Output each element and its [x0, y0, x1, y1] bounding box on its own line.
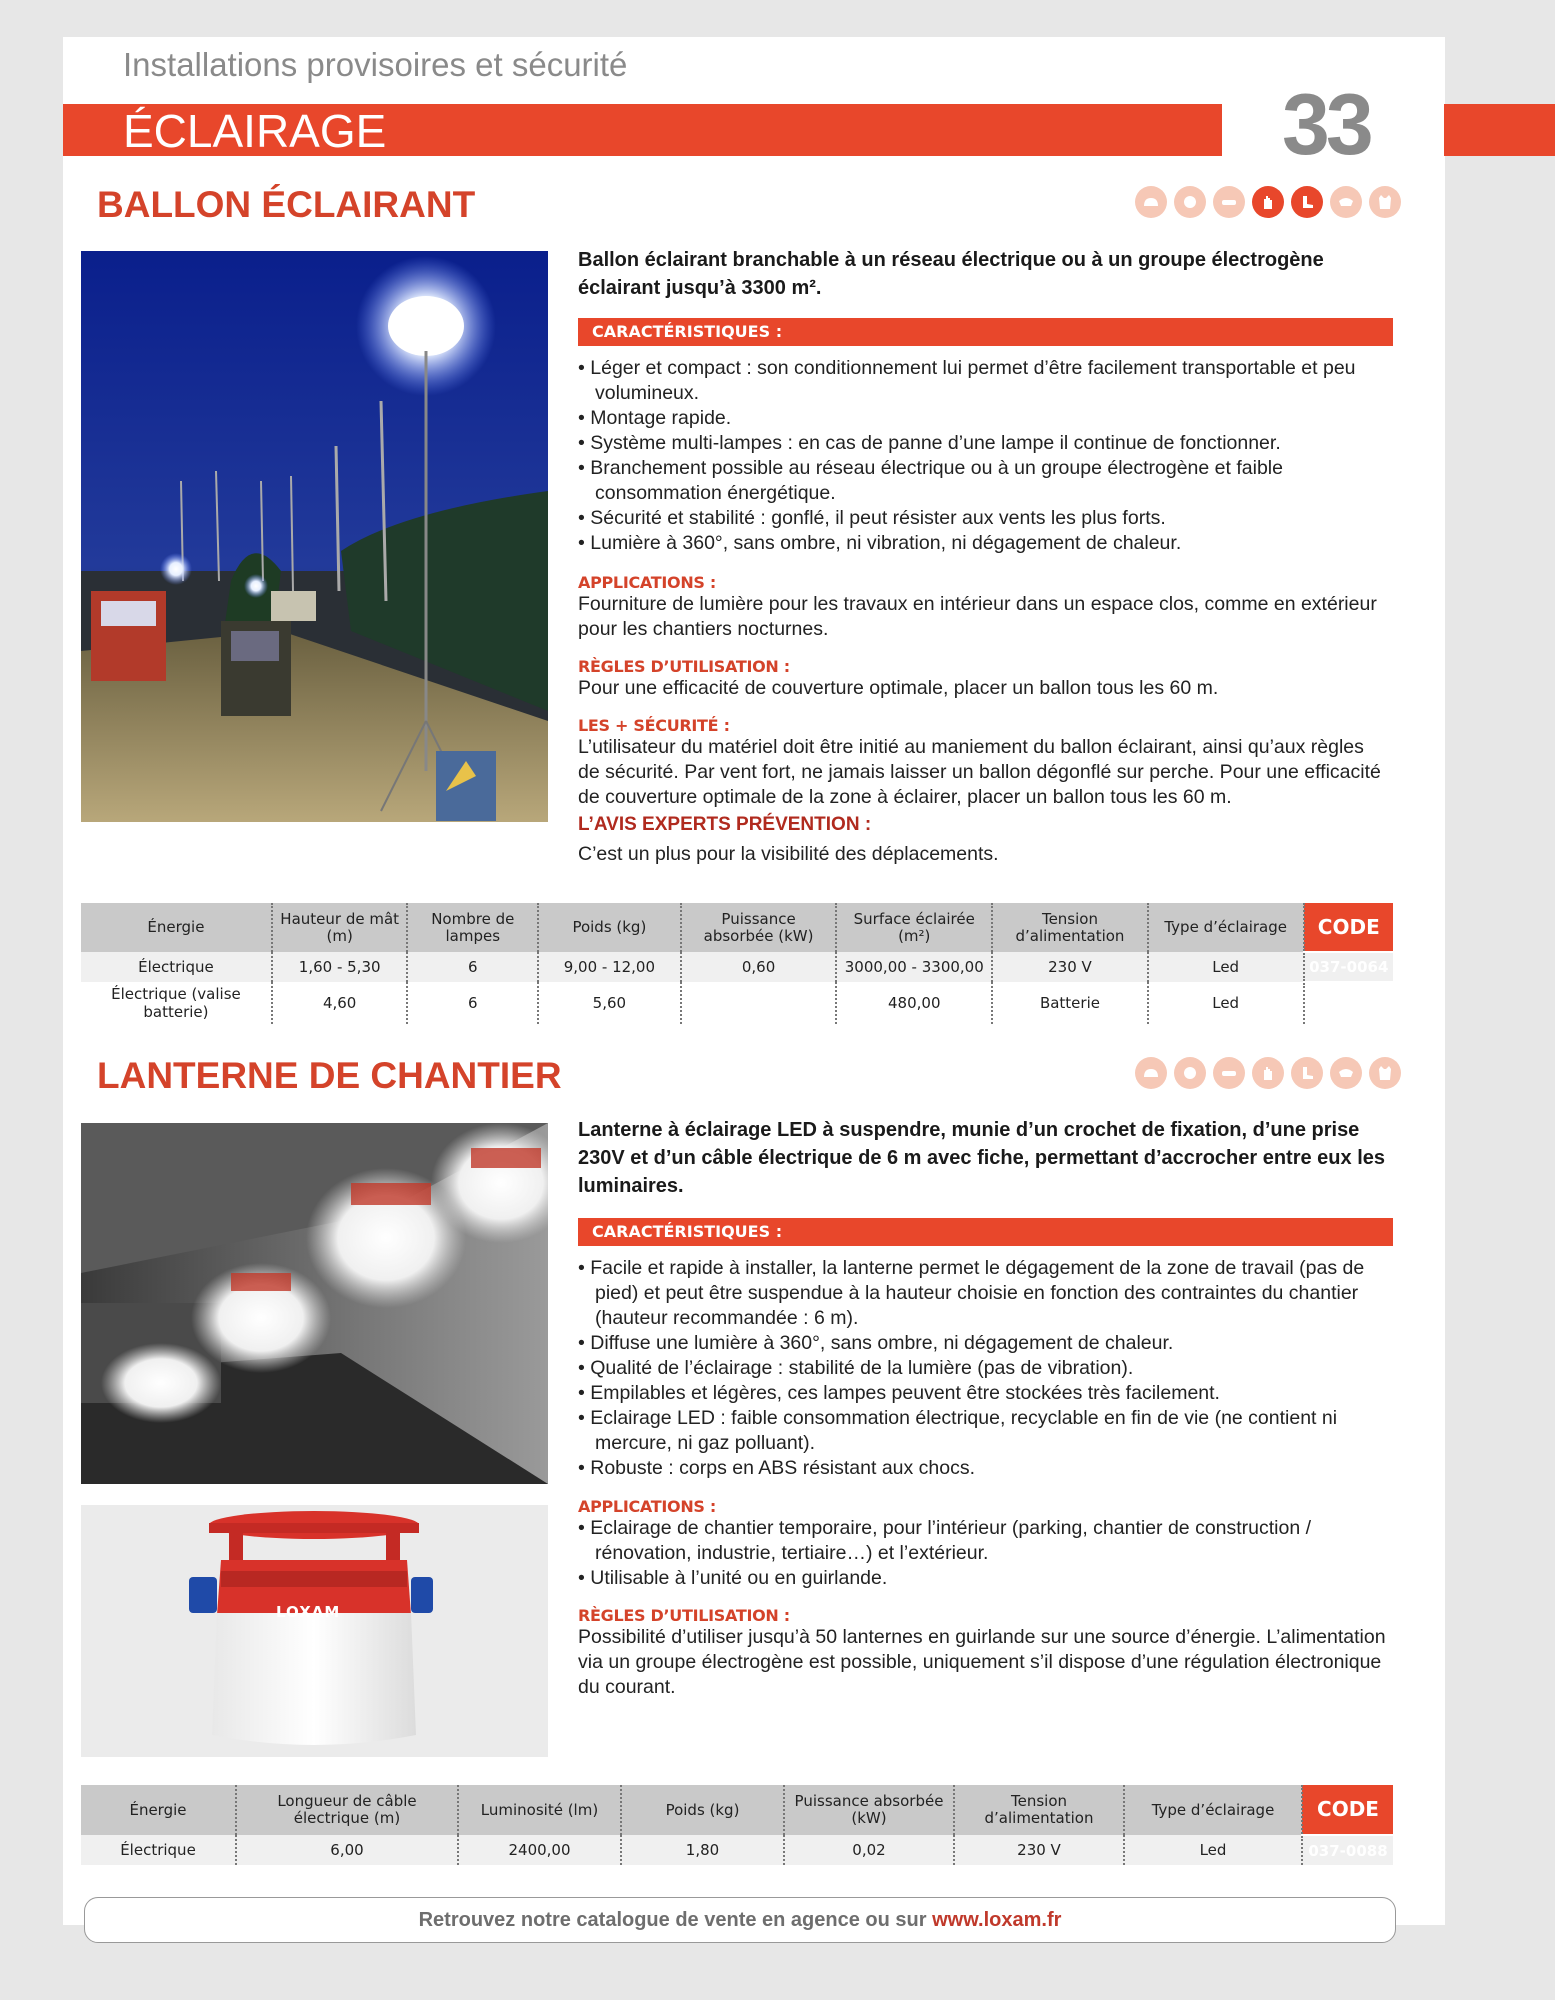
list-item: • Qualité de l’éclairage : stabilité de la lumière (pas de vibration). — [578, 1356, 1393, 1381]
product-code: 037-0064 — [1304, 952, 1393, 982]
table-row — [81, 982, 1393, 1024]
list-item: • Branchement possible au réseau électrique ou à un groupe électrogène et faible consommation énergétique. — [578, 456, 1393, 506]
applications-heading: APPLICATIONS : — [578, 573, 717, 592]
table-row — [81, 952, 1393, 982]
table-cell: 6 — [407, 982, 538, 1024]
table-cell: 3000,00 - 3300,00 — [836, 952, 992, 982]
table-header: Type d’éclairage — [1148, 903, 1304, 952]
section-band-right — [1444, 104, 1555, 156]
table-cell: Électrique — [81, 1835, 236, 1865]
applications-text: Fourniture de lumière pour les travaux en intérieur dans un espace clos, comme en extérieur pour les chantiers nocturnes. — [578, 593, 1377, 640]
mask-icon — [1330, 1057, 1362, 1089]
table-header: Longueur de câble électrique (m) — [236, 1785, 458, 1835]
ballon-features-bar: CARACTÉRISTIQUES : — [578, 318, 1393, 346]
hard-hat-icon — [1135, 186, 1167, 218]
table-cell: Électrique — [81, 952, 272, 982]
rules-text: Possibilité d’utiliser jusqu’à 50 lanternes en guirlande sur une source d’énergie. L’alimentation via un groupe électrogène est possible, uniquement s’il dispose d’une régulation électronique du courant. — [578, 1626, 1386, 1698]
table-header-code: CODE — [1302, 1785, 1393, 1835]
safety-text: L’utilisateur du matériel doit être initié au maniement du ballon éclairant, ainsi qu’aux règles de sécurité. Par vent fort, ne jamais laisser un ballon dégonflé sur perche. Pour une efficacité de couverture optimale de la zone à éclairer, placer un ballon tous les 60 m. — [578, 736, 1381, 808]
table-header: Tension d’alimentation — [954, 1785, 1124, 1835]
applications-heading: APPLICATIONS : — [578, 1497, 717, 1516]
table-header: Nombre de lampes — [407, 903, 538, 952]
table-cell: 2400,00 — [458, 1835, 621, 1865]
table-header: Puissance absorbée (kW) — [784, 1785, 954, 1835]
table-cell: Batterie — [992, 982, 1148, 1024]
lanterne-spec-table — [81, 1785, 1393, 1865]
table-cell — [681, 982, 837, 1024]
list-item: • Empilables et légères, ces lampes peuvent être stockées très facilement. — [578, 1381, 1393, 1406]
product-title-lanterne: LANTERNE DE CHANTIER — [97, 1055, 562, 1096]
rules-heading: RÈGLES D’UTILISATION : — [578, 657, 790, 676]
lanterne-description: Lanterne à éclairage LED à suspendre, munie d’un crochet de fixation, d’une prise 230V et d’un câble électrique de 6 m avec fiche, permettant d’accrocher entre eux les luminaires. — [578, 1119, 1386, 1197]
goggles-icon — [1213, 186, 1245, 218]
table-cell: 230 V — [954, 1835, 1124, 1865]
table-cell: 4,60 — [272, 982, 408, 1024]
table-cell: 6 — [407, 952, 538, 982]
table-cell: Led — [1148, 982, 1304, 1024]
table-header-code: CODE — [1304, 903, 1393, 952]
table-row — [81, 1835, 1393, 1865]
table-cell: 1,60 - 5,30 — [272, 952, 408, 982]
applications-list — [578, 1516, 1393, 1591]
ear-protection-icon — [1174, 1057, 1206, 1089]
lanterne-details — [578, 1497, 1393, 1700]
list-item: • Diffuse une lumière à 360°, sans ombre, ni dégagement de chaleur. — [578, 1331, 1393, 1356]
mask-icon — [1330, 186, 1362, 218]
table-header: Surface éclairée (m²) — [836, 903, 992, 952]
ballon-details — [578, 573, 1388, 867]
table-header: Puissance absorbée (kW) — [681, 903, 837, 952]
footer-text: Retrouvez notre catalogue de vente en agence ou sur — [418, 1909, 927, 1931]
rules-text: Pour une efficacité de couverture optimale, placer un ballon tous les 60 m. — [578, 677, 1219, 699]
table-cell: Électrique (valise batterie) — [81, 982, 272, 1024]
table-cell: 5,60 — [538, 982, 681, 1024]
list-item: • Léger et compact : son conditionnement lui permet d’être facilement transportable et peu volumineux. — [578, 356, 1393, 406]
table-header: Type d’éclairage — [1124, 1785, 1302, 1835]
ballon-description: Ballon éclairant branchable à un réseau électrique ou à un groupe électrogène éclairant jusqu’à 3300 m². — [578, 249, 1324, 299]
expert-text: C’est un plus pour la visibilité des déplacements. — [578, 843, 999, 865]
ballon-spec-table — [81, 903, 1393, 1024]
list-item: • Système multi-lampes : en cas de panne d’une lampe il continue de fonctionner. — [578, 431, 1393, 456]
rules-heading: RÈGLES D’UTILISATION : — [578, 1606, 790, 1625]
table-cell: 9,00 - 12,00 — [538, 952, 681, 982]
lanterne-features-list — [578, 1256, 1393, 1481]
table-cell: Led — [1148, 952, 1304, 982]
table-cell: Led — [1124, 1835, 1302, 1865]
ppe-icons-lanterne — [1135, 1057, 1401, 1089]
list-item: • Facile et rapide à installer, la lanterne permet le dégagement de la zone de travail (pas de pied) et peut être suspendue à la hauteur choisie en fonction des contraintes du chantier (hauteur recommandée : 6 m). — [578, 1256, 1393, 1331]
section-title: ÉCLAIRAGE — [123, 105, 387, 157]
table-header: Hauteur de mât (m) — [272, 903, 408, 952]
website-link[interactable]: www.loxam.fr — [932, 1909, 1062, 1931]
table-cell: 480,00 — [836, 982, 992, 1024]
ppe-icons-ballon — [1135, 186, 1401, 218]
list-item: • Eclairage de chantier temporaire, pour l’intérieur (parking, chantier de construction / rénovation, industrie, tertiaire…) et l’extérieur. — [578, 1516, 1393, 1566]
expert-heading: L’AVIS EXPERTS PRÉVENTION : — [578, 814, 872, 835]
lamp-brand-label: LOXAM — [276, 1603, 341, 1621]
safety-heading: LES + SÉCURITÉ : — [578, 716, 730, 735]
goggles-icon — [1213, 1057, 1245, 1089]
footer-banner — [84, 1897, 1396, 1943]
list-item: • Sécurité et stabilité : gonflé, il peut résister aux vents les plus forts. — [578, 506, 1393, 531]
table-cell: 1,80 — [621, 1835, 784, 1865]
list-item: • Robuste : corps en ABS résistant aux chocs. — [578, 1456, 1393, 1481]
table-header: Énergie — [81, 1785, 236, 1835]
safety-boots-icon — [1291, 1057, 1323, 1089]
gloves-icon — [1252, 1057, 1284, 1089]
product-code: 037-0065 — [1304, 982, 1393, 1024]
list-item: • Eclairage LED : faible consommation électrique, recyclable en fin de vie (ne contient ni mercure, ni gaz polluant). — [578, 1406, 1393, 1456]
hard-hat-icon — [1135, 1057, 1167, 1089]
lanterne-product-photo — [81, 1505, 548, 1757]
table-header: Luminosité (lm) — [458, 1785, 621, 1835]
table-cell: 230 V — [992, 952, 1148, 982]
gloves-icon — [1252, 186, 1284, 218]
ballon-features-list — [578, 356, 1393, 556]
vest-icon — [1369, 186, 1401, 218]
table-cell: 0,60 — [681, 952, 837, 982]
list-item: • Montage rapide. — [578, 406, 1393, 431]
ballon-night-photo — [81, 251, 548, 822]
ear-protection-icon — [1174, 186, 1206, 218]
product-code: 037-0088 — [1302, 1835, 1393, 1865]
table-header: Poids (kg) — [621, 1785, 784, 1835]
safety-boots-icon — [1291, 186, 1323, 218]
table-cell: 6,00 — [236, 1835, 458, 1865]
category-subtitle: Installations provisoires et sécurité — [123, 46, 628, 83]
list-item: • Lumière à 360°, sans ombre, ni vibration, ni dégagement de chaleur. — [578, 531, 1393, 556]
table-header: Poids (kg) — [538, 903, 681, 952]
page-number: 33 — [1282, 77, 1370, 173]
table-cell: 0,02 — [784, 1835, 954, 1865]
table-header: Énergie — [81, 903, 272, 952]
product-title-ballon: BALLON ÉCLAIRANT — [97, 184, 476, 225]
table-header: Tension d’alimentation — [992, 903, 1148, 952]
lanterne-tunnel-photo — [81, 1123, 548, 1484]
vest-icon — [1369, 1057, 1401, 1089]
lanterne-features-bar: CARACTÉRISTIQUES : — [578, 1218, 1393, 1246]
list-item: • Utilisable à l’unité ou en guirlande. — [578, 1566, 1393, 1591]
